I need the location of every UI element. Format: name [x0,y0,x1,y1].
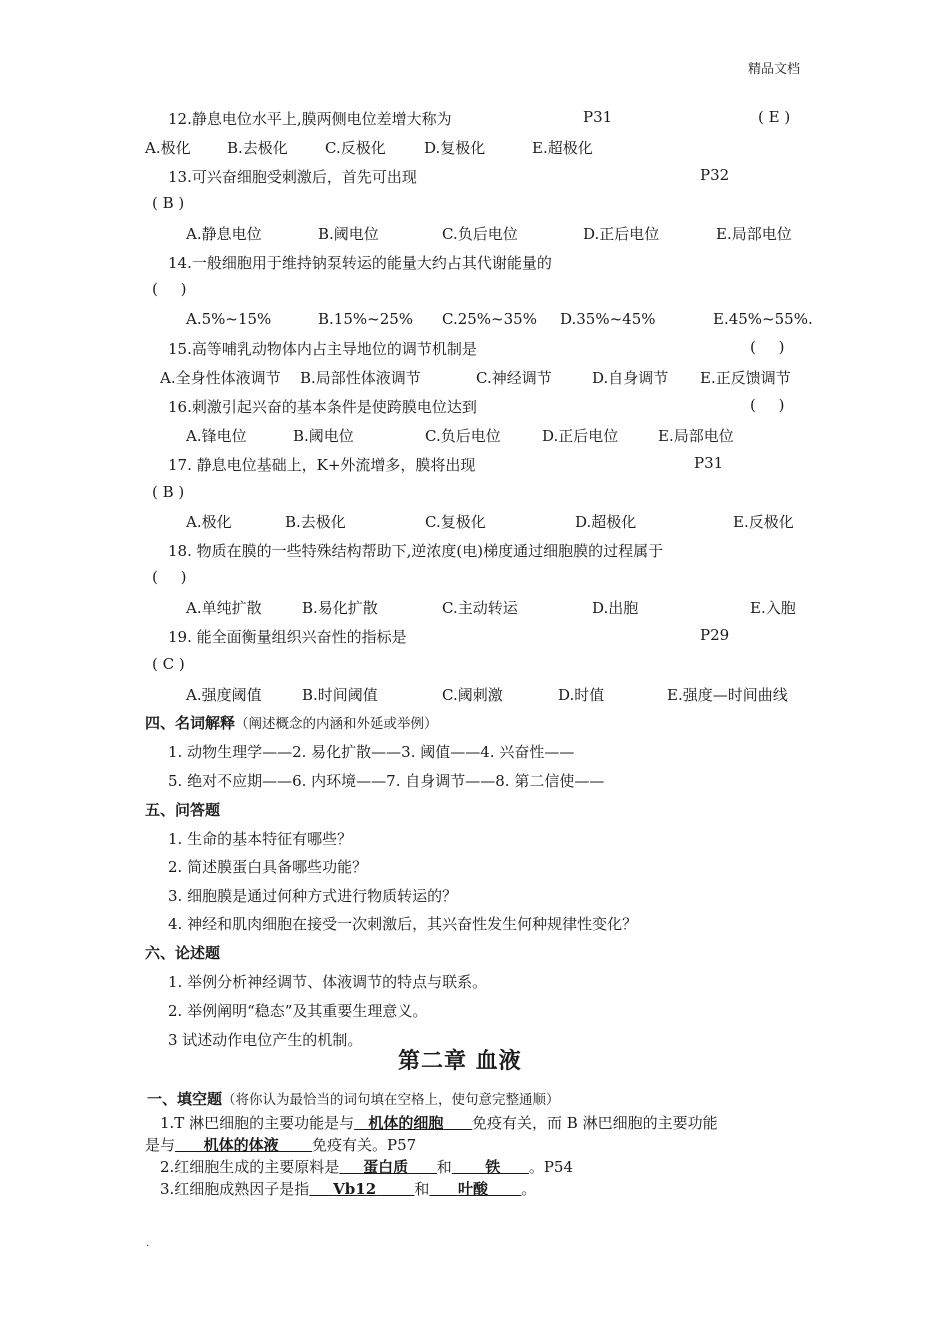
question-18-stem: 18. 物质在膜的一些特殊结构帮助下,逆浓度(电)梯度通过细胞膜的过程属于 [168,542,664,560]
question-16-option-c: C.负后电位 [425,427,501,445]
question-16-option-d: D.正后电位 [542,427,619,445]
fill-line-2-text-a: 是与 [145,1136,176,1154]
question-14-option-b: B.15%~25% [318,310,414,328]
question-13-option-b: B.阈电位 [318,225,379,243]
question-15-option-d: D.自身调节 [592,369,669,387]
fill-line-4-text-e: 。 [521,1180,537,1198]
section-5-title: 五、问答题 [145,801,221,819]
question-13-option-e: E.局部电位 [716,225,792,243]
section-5-item-4: 4. 神经和肌肉细胞在接受一次刺激后，其兴奋性发生何种规律性变化？ [168,915,638,933]
question-12-option-a: A.极化 [145,139,191,157]
section-5-item-2: 2. 简述膜蛋白具备哪些功能？ [168,858,368,876]
question-18-answer: ( ) [152,568,187,586]
section-4-line-2: 5. 绝对不应期——6. 内环境——7. 自身调节——8. 第二信使—— [168,772,605,790]
question-19-page: P29 [700,626,730,644]
section-5-item-1: 1. 生命的基本特征有哪些？ [168,830,353,848]
section-6-title: 六、论述题 [145,944,221,962]
question-17-option-e: E.反极化 [733,513,794,531]
footer-mark: . [146,1238,150,1249]
section-6-item-3: 3 试述动作电位产生的机制。 [168,1031,363,1049]
question-16-stem: 16.刺激引起兴奋的基本条件是使跨膜电位达到 [168,398,477,416]
header-watermark: 精品文档 [748,62,801,77]
question-19-option-c: C.阈刺激 [442,686,503,704]
section-4-note: （阐述概念的内涵和外延或举例） [235,716,438,732]
fill-line-1 [160,1112,718,1133]
question-17-option-b: B.去极化 [285,513,346,531]
question-15-option-a: A.全身性体液调节 [160,369,281,387]
section-6-item-1: 1. 举例分析神经调节、体液调节的特点与联系。 [168,973,488,991]
question-18-option-b: B.易化扩散 [302,599,378,617]
fill-answer-2: 机体的体液 [203,1136,279,1154]
question-14-option-a: A.5%~15% [186,310,272,328]
question-12-page: P31 [583,108,613,126]
question-14-option-e: E.45%~55%. [713,310,813,328]
fill-line-3-text-a: 2.红细胞生成的主要原料是 [160,1158,340,1176]
question-13-option-d: D.正后电位 [583,225,660,243]
question-13-page: P32 [700,166,730,184]
question-19-option-d: D.时值 [558,686,605,704]
fill-answer-4: 铁 [485,1158,501,1176]
question-12-answer: ( E ) [758,108,791,126]
question-15-option-e: E.正反馈调节 [700,369,791,387]
question-19-answer: ( C ) [152,655,185,673]
fill-line-3-text-c: 和 [436,1158,452,1176]
section-4-line-1: 1. 动物生理学——2. 易化扩散——3. 阈值——4. 兴奋性—— [168,743,575,761]
question-18-option-a: A.单纯扩散 [186,599,262,617]
question-14-option-d: D.35%~45% [560,310,656,328]
question-12-option-b: B.去极化 [227,139,288,157]
fill-answer-1: 机体的细胞 [368,1114,444,1132]
question-16-answer: ( ) [750,396,785,414]
question-12-stem: 12.静息电位水平上,膜两侧电位差增大称为 [168,110,452,128]
question-19-option-a: A.强度阈值 [186,686,262,704]
chapter-title: 第二章 血液 [398,1048,522,1074]
question-17-answer: ( B ) [152,483,185,501]
fill-title: 一、填空题 [147,1090,223,1108]
fill-line-2-text-c: 免疫有关。P57 [312,1136,417,1154]
question-19-stem: 19. 能全面衡量组织兴奋性的指标是 [168,628,407,646]
question-17-stem: 17. 静息电位基础上，K+外流增多，膜将出现 [168,456,476,474]
fill-line-3 [160,1156,573,1177]
section-6-item-2: 2. 举例阐明“稳态”及其重要生理意义。 [168,1002,428,1020]
question-17-option-d: D.超极化 [575,513,637,531]
fill-line-3-text-e: 。P54 [528,1158,574,1176]
question-12-option-e: E.超极化 [532,139,593,157]
question-16-option-e: E.局部电位 [658,427,734,445]
question-18-option-c: C.主动转运 [442,599,518,617]
question-12-option-c: C.反极化 [325,139,386,157]
fill-line-4 [160,1178,536,1199]
question-13-option-a: A.静息电位 [186,225,262,243]
question-19-option-e: E.强度—时间曲线 [667,686,788,704]
question-17-option-c: C.复极化 [425,513,486,531]
fill-note: （将你认为最恰当的词句填在空格上，使句意完整通顺） [222,1092,560,1108]
fill-line-1-text-a: 1.T 淋巴细胞的主要功能是与 [160,1114,355,1132]
question-14-stem: 14.一般细胞用于维持钠泵转运的能量大约占其代谢能量的 [168,254,552,272]
question-14-option-c: C.25%~35% [442,310,537,328]
question-12-option-d: D.复极化 [424,139,486,157]
question-16-option-b: B.阈电位 [293,427,354,445]
section-4-title: 四、名词解释 [145,714,236,732]
fill-answer-6: 叶酸 [457,1180,488,1198]
question-13-option-c: C.负后电位 [442,225,518,243]
section-4-heading [145,712,438,733]
question-15-option-c: C.神经调节 [476,369,552,387]
question-14-answer: ( ) [152,280,187,298]
section-5-item-3: 3. 细胞膜是通过何种方式进行物质转运的？ [168,887,458,905]
question-15-stem: 15.高等哺乳动物体内占主导地位的调节机制是 [168,340,477,358]
question-13-answer: ( B ) [152,194,185,212]
question-15-option-b: B.局部性体液调节 [300,369,421,387]
fill-answer-5: Vb12 [333,1180,377,1198]
question-17-page: P31 [694,454,724,472]
fill-line-1-text-c: 免疫有关，而 B 淋巴细胞的主要功能 [472,1114,718,1132]
question-18-option-d: D.出胞 [592,599,639,617]
question-13-stem: 13.可兴奋细胞受刺激后，首先可出现 [168,168,417,186]
fill-heading [147,1088,560,1109]
question-16-option-a: A.锋电位 [186,427,247,445]
fill-line-2 [145,1134,416,1155]
fill-line-4-text-c: 和 [414,1180,430,1198]
question-17-option-a: A.极化 [186,513,232,531]
fill-answer-3: 蛋白质 [363,1158,409,1176]
question-18-option-e: E.入胞 [750,599,796,617]
question-15-answer: ( ) [750,338,785,356]
question-19-option-b: B.时间阈值 [302,686,378,704]
fill-line-4-text-a: 3.红细胞成熟因子是指 [160,1180,310,1198]
